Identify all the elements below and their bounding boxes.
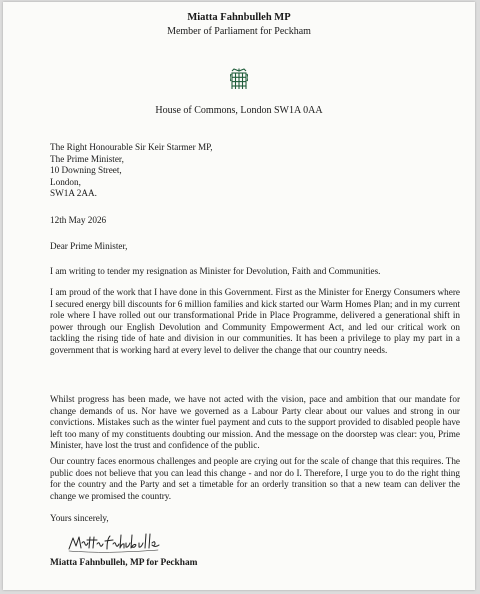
paragraph-request: Our country faces enormous challenges and people are crying out for the scale of change that this requires. The public does not believe that you can lead this change - and nor do I. Therefore, I urge you to do the right thing for the country and the Party and set a timetable for an orderly transition so that a new team can deliver the change we promised the country. — [50, 456, 460, 501]
letterhead-role: Member of Parliament for Peckham — [167, 26, 311, 37]
letter-date: 12th May 2026 — [50, 215, 107, 225]
recipient-line: SW1A 2AA. — [50, 188, 97, 198]
recipient-line: London, — [50, 176, 81, 187]
recipient-line: The Right Honourable Sir Keir Starmer MP, — [50, 142, 213, 152]
paragraph-achievements: I am proud of the work that I have done in this Government. First as the Minister for Energy Consumers where I secured energy bill discounts for 6 million families and kick started our Warm Homes Plan; and in my current role where I have rolled out our transformational Pride in Place Programme, delivered a generational shift in power through our English Devolution and Community Empowerment Act, and led our critical work on tackling the rising tide of hate and division in our communities. It has been a privilege to play my part in a government that is working hard at every level to deliver the change that our country needs. — [50, 287, 460, 355]
signoff: Miatta Fahnbulleh, MP for Peckham — [50, 558, 198, 568]
recipient-line: The Prime Minister, — [50, 153, 124, 164]
closing: Yours sincerely, — [50, 513, 109, 523]
letterhead — [3, 11, 475, 38]
letterhead-address: House of Commons, London SW1A 0AA — [155, 105, 323, 116]
handwritten-signature — [66, 529, 166, 555]
letterhead-name: Miatta Fahnbulleh MP — [187, 12, 291, 23]
salutation: Dear Prime Minister, — [50, 241, 128, 251]
paragraph-resignation: I am writing to tender my resignation as Minister for Devolution, Faith and Communities. — [50, 266, 381, 276]
paragraph-criticism: Whilst progress has been made, we have not acted with the vision, pace and ambition that our mandate for change demands of us. Nor have we governed as a Labour Party clear about our values and strong in our convictions. Mistakes such as the winter fuel payment and cuts to the support provided to disabled people have left too many of my constituents doubting our mission. And the message on the doorstep was clear: you, Prime Minister, have lost the trust and confidence of the public. — [50, 394, 460, 450]
recipient-address — [50, 142, 460, 200]
recipient-line: 10 Downing Street, — [50, 165, 122, 175]
portcullis-icon — [230, 68, 248, 92]
letter-page — [3, 2, 475, 590]
